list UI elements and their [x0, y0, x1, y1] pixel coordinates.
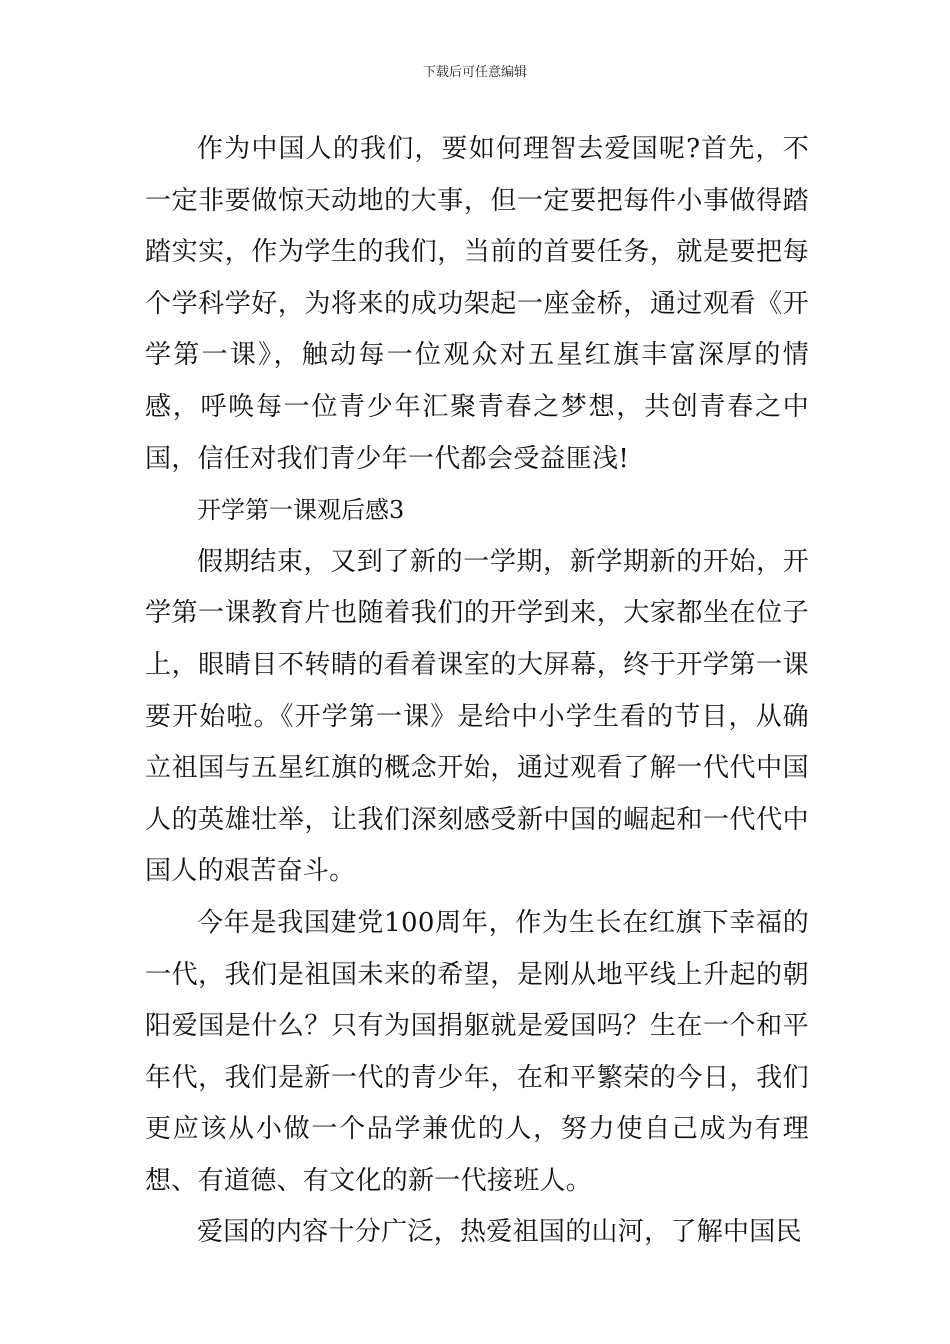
section-heading: 开学第一课观后感3 — [197, 496, 405, 525]
document-body — [145, 124, 809, 1259]
paragraph-holiday: 假期结束，又到了新的一学期，新学期新的开始，开学第一课教育片也随着我们的开学到来，大家都坐在位子上，眼睛目不转睛的看着课室的大屏幕，终于开学第一课要开始啦。《开学第一课》是给中小学生看的节目，从确立祖国与五星红旗的概念开始，通过观看了解一代代中国人的英雄壮举，让我们深刻感受新中国的崛起和一代代中国人的艰苦奋斗。 — [145, 546, 809, 887]
paragraph-love-country: 爱国的内容十分广泛，热爱祖国的山河，了解中国民 — [197, 1217, 802, 1248]
page-header: 下载后可任意编辑 — [422, 65, 527, 80]
paragraph-party-anniversary: 今年是我国建党100周年，作为生长在红旗下幸福的一代，我们是祖国未来的希望，是刚从地平线上升起的朝阳爱国是什么？只有为国捐躯就是爱国吗？生在一个和平年代，我们是新一代的青少年，在和平繁荣的今日，我们更应该从小做一个品学兼优的人，努力使自己成为有理想、有道德、有文化的新一代接班人。 — [145, 907, 809, 1196]
paragraph-patriotism: 作为中国人的我们，要如何理智去爱国呢?首先，不一定非要做惊天动地的大事，但一定要把每件小事做得踏踏实实，作为学生的我们，当前的首要任务，就是要把每个学科学好，为将来的成功架起一座金桥，通过观看《开学第一课》，触动每一位观众对五星红旗丰富深厚的情感，呼唤每一位青少年汇聚青春之梦想，共创青春之中国，信任对我们青少年一代都会受益匪浅! — [145, 134, 809, 474]
